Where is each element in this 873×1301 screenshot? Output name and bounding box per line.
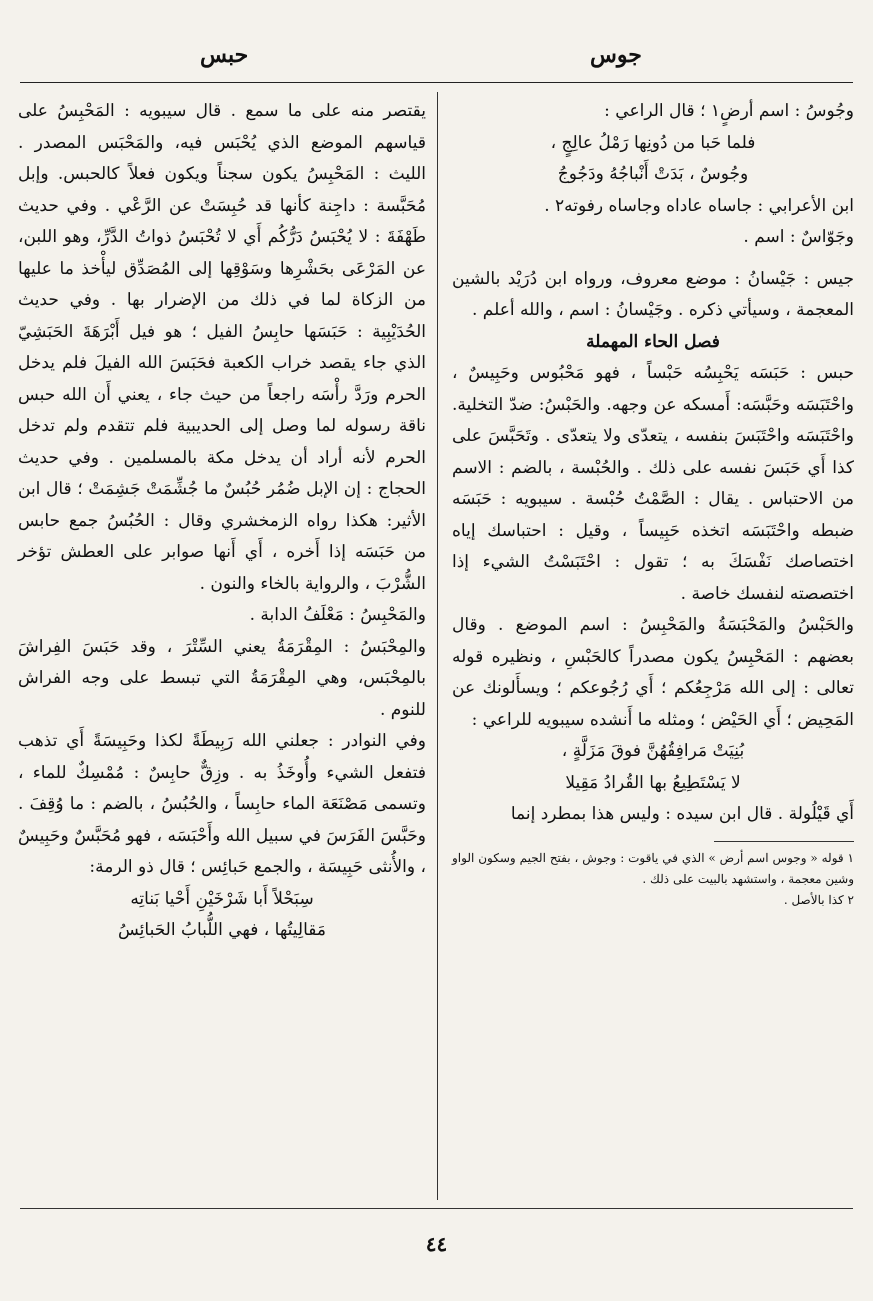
verse-line: لا يَسْتَطِيعُ بها القُرادُ مَقِيلا xyxy=(565,772,741,793)
page-number: ٤٤ xyxy=(425,1232,448,1256)
paragraph: ابن الأعرابي : جاساه عاداه وجاساه رفوته٢ . xyxy=(544,195,854,216)
right-column xyxy=(452,96,854,911)
page-header-right-word: جوس xyxy=(590,42,642,68)
verse-line: مَقالِيتُها ، فهي اللُّبابُ الحَبائِسُ xyxy=(117,920,326,940)
entry-jys: جيس : جَيْسانُ : موضع معروف، ورواه ابن دُرَيْد بالشين المعجمة ، وسيأتي ذكره . وجَيْسانُ : اسم ، والله أعلم . xyxy=(452,268,854,320)
verse-line: سِبَحْلاً أَبا شَرْخَيْنِ أَحْيا بَناتِه xyxy=(130,888,314,909)
footer-rule xyxy=(20,1208,853,1209)
verse-line: فلما حَبا من دُونِها رَمْلُ عالِجٍ ، xyxy=(550,132,756,153)
paragraph: أَي قَيْلُولة . قال ابن سيده : وليس هذا بمطرد إنما xyxy=(510,804,854,824)
footnote: ١ قوله « وجوس اسم أرض » الذي في ياقوت : وجوش ، بفتح الجيم وسكون الواو وشين معجمة ، واستشهد بالبيت على ذلك . xyxy=(452,850,854,886)
column-divider xyxy=(437,92,438,1200)
entry-jus-line: وجُوسُ : اسم أرضٍ١ ؛ قال الراعي : xyxy=(604,101,854,121)
verse-line: بُنِيَتْ مَرافِقُهُنَّ فوقَ مَزَلَّةٍ ، xyxy=(561,741,745,761)
entry-hbs: حبس : حَبَسَه يَحْبِسُه حَبْساً ، فهو مَحْبُوس وحَبِيسٌ ، واحْتَبَسَه وحَبَّسَه: أَمسكه عن وجهه. والحَبْسُ: ضدّ التخلية. واحْتَبَسَه واحْتَبَسَ بنفسه ، يتعدّى ولا يتعدّى . وتَحَبَّسَ على كذا أَي حَبَسَ نفسه على ذلك . والحُبْسة ، بالضم : الاسم من الاحتباس . يقال : الصَّمْتُ حُبْسة . سيبويه : حَبَسَه ضبطه واحْتَبَسَه اتخذه حَبِيساً ، وقيل : احتباسك إياه اختصاصك نَفْسَكَ به ؛ تقول : احْتَبَسْتُ الشيء إذا اختصصته لنفسك خاصة . xyxy=(452,363,854,604)
paragraph: وجَوّاسٌ : اسم . xyxy=(743,227,854,247)
footnote: ٢ كذا بالأصل . xyxy=(783,892,854,907)
paragraph: وفي النوادر : جعلني الله رَبِيطَةً لكذا وحَبِيسَةً أَي تذهب فتفعل الشيء وأُوخَذُ به . وزِقٌّ حابِسٌ : مُمْسِكٌ للماء ، وتسمى مَصْنَعَة الماء حابِساً ، والحُبُسُ ، بالضم : ما وُقِفَ . وحَبَّسَ الفَرَسَ في سبيل الله وأَحْبَسَه ، فهو مُحَبَّسٌ وحَبِيسٌ ، والأُنثى حَبِيسَة ، والجمع حَبائِس ؛ قال ذو الرمة: xyxy=(18,731,426,877)
paragraph: والمِحْبَسُ : المِقْرَمَةُ يعني السِّتْرَ ، وقد حَبَسَ الفِراشَ بالمِحْبَس، وهي المِقْرَمَةُ التي تبسط على وجه الفراش للنوم . xyxy=(18,636,426,720)
paragraph: يقتصر منه على ما سمع . قال سيبويه : المَحْبِسُ على قياسهم الموضع الذي يُحْبَس فيه، والمَحْبَس المصدر . الليث : المَحْبِسُ يكون سجناً ويكون فعلاً كالحبس. وإبل مُحَبَّسة : داجِنة كأنها قد حُبِسَتْ عن الرَّعْي . وفي حديث طَهْفَةَ : لا يُحْبَسُ دَرُّكُم أَي لا تُحْبَسُ ذواتُ الدَّرِّ، وهو اللبن، عن المَرْعَى بحَشْرِها وسَوْقِها إلى المُصَدِّق ليأْخذ ما عليها من الزكاة لما في ذلك من الإضرار بها . وفي حديث الحُدَيْبِية : حَبَسَها حابِسُ الفيل ؛ هو فيل أَبْرَهَةَ الحَبَشِيّ الذي جاء يقصد خراب الكعبة فحَبَسَ الله الفيلَ فلم يدخل الحرم ورَدَّ رأْسَه راجعاً من حيث جاء ، يعني أَن الله حبس ناقة رسوله لما وصل إلى الحديبية فلم تتقدم ولم تدخل الحرم لأنه أراد أن يدخل مكة بالمسلمين . وفي حديث الحجاج : إن الإبل ضُمُر حُبُسٌ ما جُشِّمَتْ جَشِمَتْ ؛ قال ابن الأثير: هكذا رواه الزمخشري وقال : الحُبُسُ جمع حابس من حَبَسَه إذا أَخره ، أَي أَنها صوابر على العطش تؤخر الشُّرْبَ ، والرواية بالخاء والنون . xyxy=(18,101,426,594)
paragraph: والحَبْسُ والمَحْبَسَةُ والمَحْبِسُ : اسم الموضع . وقال بعضهم : المَحْبِسُ يكون مصدراً كالحَبْسِ ، ونظيره قوله تعالى : إلى الله مَرْجِعُكم ؛ أَي رُجُوعكم ؛ ويسأَلونك عن المَحِيض ؛ أَي الحَيْض ؛ ومثله ما أَنشده سيبويه للراعي : xyxy=(452,615,854,730)
verse-line: وجُوسٌ ، بَدَتْ أَنْباجُهُ ودَجُوجُ xyxy=(557,164,749,184)
footnote-rule xyxy=(714,841,854,842)
header-rule xyxy=(20,82,853,83)
footnotes xyxy=(452,848,854,911)
spacer xyxy=(452,254,854,264)
section-title: فصل الحاء المهملة xyxy=(586,331,720,352)
left-column xyxy=(18,96,426,947)
paragraph: والمَحْبِسُ : مَعْلَفُ الدابة . xyxy=(249,605,426,625)
page-header-left-word: حبس xyxy=(200,42,249,68)
